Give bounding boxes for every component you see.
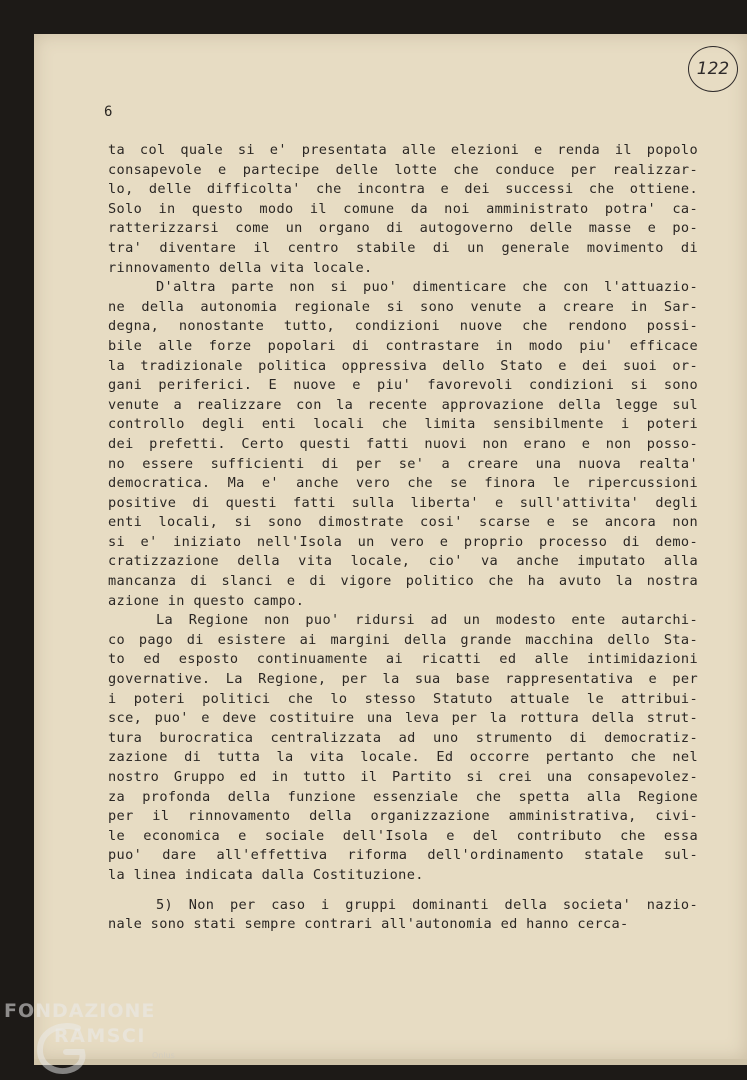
text-line: puo' dare all'effettiva riforma dell'ordinamento statale sul- — [108, 847, 698, 864]
text-line: consapevole e partecipe delle lotte che conduce per realizzar- — [108, 161, 698, 178]
text-line: co pago di esistere ai margini della grande macchina dello Sta- — [108, 631, 698, 648]
text-line: azione in questo campo. — [108, 592, 305, 609]
text-line: no essere sufficienti di per se' a creare una nuova realta' — [108, 455, 698, 472]
text-line: tra' diventare il centro stabile di un generale movimento di — [108, 239, 698, 256]
text-line: per il rinnovamento della organizzazione amministrativa, civi- — [108, 808, 698, 825]
text-line: to ed esposto continuamente ai ricatti ed alle intimidazioni — [108, 651, 698, 668]
text-line: gani periferici. E nuove e piu' favorevoli condizioni si sono — [108, 377, 698, 394]
fondazione-gramsci-watermark — [4, 1000, 204, 1078]
text-line: governative. La Regione, per la sua base rappresentativa e per — [108, 671, 698, 688]
text-line: i poteri politici che lo stesso Statuto attuale le attribui- — [108, 690, 698, 707]
text-line: degna, nonostante tutto, condizioni nuove che rendono possi- — [108, 318, 698, 335]
text-line: si e' iniziato nell'Isola un vero e proprio processo di demo- — [108, 533, 698, 550]
text-line: D'altra parte non si puo' dimenticare che con l'attuazio- — [156, 279, 698, 296]
typed-body-text — [108, 141, 698, 935]
page-number: 6 — [104, 104, 113, 120]
text-line: venute a realizzare con la recente approvazione della legge sul — [108, 396, 698, 413]
text-line: mancanza di slanci e di vigore politico che ha avuto la nostra — [108, 573, 698, 590]
text-line: democratica. Ma e' anche vero che se finora le ripercussioni — [108, 475, 698, 492]
text-line: ne della autonomia regionale si sono venute a creare in Sar- — [108, 298, 698, 315]
text-line: zazione di tutta la vita locale. Ed occorre pertanto che nel — [108, 749, 698, 766]
text-line: rinnovamento della vita locale. — [108, 259, 373, 276]
text-line: tura burocratica centralizzata ad uno strumento di democratiz- — [108, 729, 698, 746]
watermark-line-1: FONDAZIONE — [4, 1000, 156, 1022]
text-line: za profonda della funzione essenziale che spetta alla Regione — [108, 788, 698, 805]
text-line: cratizzazione della vita locale, cio' va anche imputato alla — [108, 553, 698, 570]
archive-number-stamp — [688, 46, 738, 92]
text-line: lo, delle difficolta' che incontra e dei successi che ottiene. — [108, 181, 698, 198]
text-line: Solo in questo modo il comune da noi amministrato potra' ca- — [108, 200, 698, 217]
text-line: le economica e sociale dell'Isola e del contributo che essa — [108, 827, 698, 844]
text-line: positive di questi fatti sulla liberta' e sull'attivita' degli — [108, 494, 698, 511]
text-line: 5) Non per caso i gruppi dominanti della societa' nazio- — [156, 896, 698, 913]
text-line: la tradizionale politica oppressiva dello Stato e dei suoi or- — [108, 357, 698, 374]
text-line: enti locali, si sono dimostrate cosi' scarse e se ancora non — [108, 514, 698, 531]
text-line: nale sono stati sempre contrari all'autonomia ed hanno cerca- — [108, 916, 629, 933]
text-line: dei prefetti. Certo questi fatti nuovi non erano e non posso- — [108, 435, 698, 452]
text-line: ratterizzarsi come un organo di autogoverno delle masse e po- — [108, 220, 698, 237]
text-line: controllo degli enti locali che limita sensibilmente i poteri — [108, 416, 698, 433]
text-line: La Regione non puo' ridursi ad un modesto ente autarchi- — [156, 612, 698, 629]
text-line: ta col quale si e' presentata alle elezioni e renda il popolo — [108, 142, 698, 158]
text-line: la linea indicata dalla Costituzione. — [108, 866, 424, 883]
text-line: sce, puo' e deve costituire una leva per la rottura della strut- — [108, 710, 698, 727]
watermark-line-2: RAMSCI — [54, 1025, 146, 1047]
archive-number: 122 — [696, 59, 730, 79]
text-line: nostro Gruppo ed in tutto il Partito si crei una consapevolez- — [108, 769, 698, 785]
text-line: bile alle forze popolari di contrastare in modo piu' efficace — [108, 337, 698, 354]
watermark-sub: Onlus — [152, 1051, 175, 1060]
